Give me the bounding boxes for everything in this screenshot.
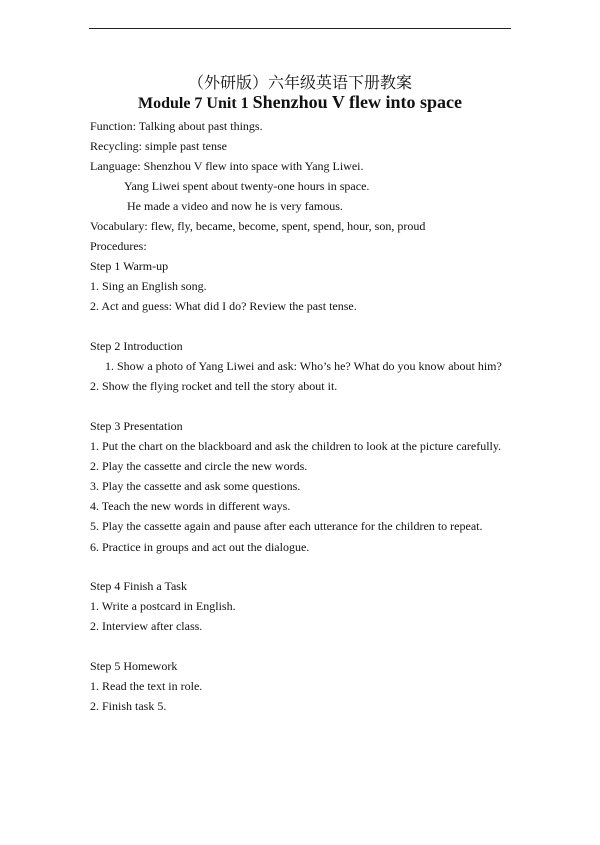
list-item: 1. Write a postcard in English. [90, 599, 236, 613]
list-item: 2. Play the cassette and circle the new words. [90, 459, 308, 473]
step5-heading: Step 5 Homework [90, 659, 178, 673]
recycling-line: Recycling: simple past tense [90, 139, 227, 153]
step2-heading: Step 2 Introduction [90, 339, 183, 353]
list-item: 2. Finish task 5. [90, 699, 167, 713]
procedures-heading: Procedures: [90, 239, 147, 253]
language-line-2: Yang Liwei spent about twenty-one hours in space. [124, 179, 370, 193]
list-item: 6. Practice in groups and act out the dialogue. [90, 540, 310, 554]
function-line: Function: Talking about past things. [90, 119, 263, 133]
list-item: 4. Teach the new words in different ways. [90, 499, 291, 513]
title-chinese: （外研版）六年级英语下册教案 [187, 75, 412, 92]
vocabulary-line: Vocabulary: flew, fly, became, become, spent, spend, hour, son, proud [90, 219, 426, 233]
language-line: Language: Shenzhou V flew into space with Yang Liwei. [90, 159, 364, 173]
list-item: 3. Play the cassette and ask some questions. [90, 479, 301, 493]
step4-heading: Step 4 Finish a Task [90, 579, 187, 593]
list-item: 1. Put the chart on the blackboard and ask the children to look at the picture carefully. [90, 439, 502, 453]
list-item: 2. Show the flying rocket and tell the story about it. [90, 379, 338, 393]
step1-heading: Step 1 Warm-up [90, 259, 169, 273]
language-line-3: He made a video and now he is very famous. [127, 199, 343, 213]
title-lesson: Shenzhou V flew into space [252, 92, 463, 112]
list-item: 1. Read the text in role. [90, 679, 203, 693]
list-item: 2. Interview after class. [90, 619, 203, 633]
top-rule [89, 28, 511, 29]
list-item: 2. Act and guess: What did I do? Review the past tense. [90, 299, 357, 313]
title-english [0, 92, 600, 113]
step3-heading: Step 3 Presentation [90, 419, 183, 433]
list-item: 1. Show a photo of Yang Liwei and ask: Who’s he? What do you know about him? [105, 359, 502, 373]
title-module-unit: Module 7 Unit 1 [137, 95, 253, 112]
list-item: 1. Sing an English song. [90, 279, 207, 293]
list-item: 5. Play the cassette again and pause after each utterance for the children to repeat. [90, 519, 483, 533]
